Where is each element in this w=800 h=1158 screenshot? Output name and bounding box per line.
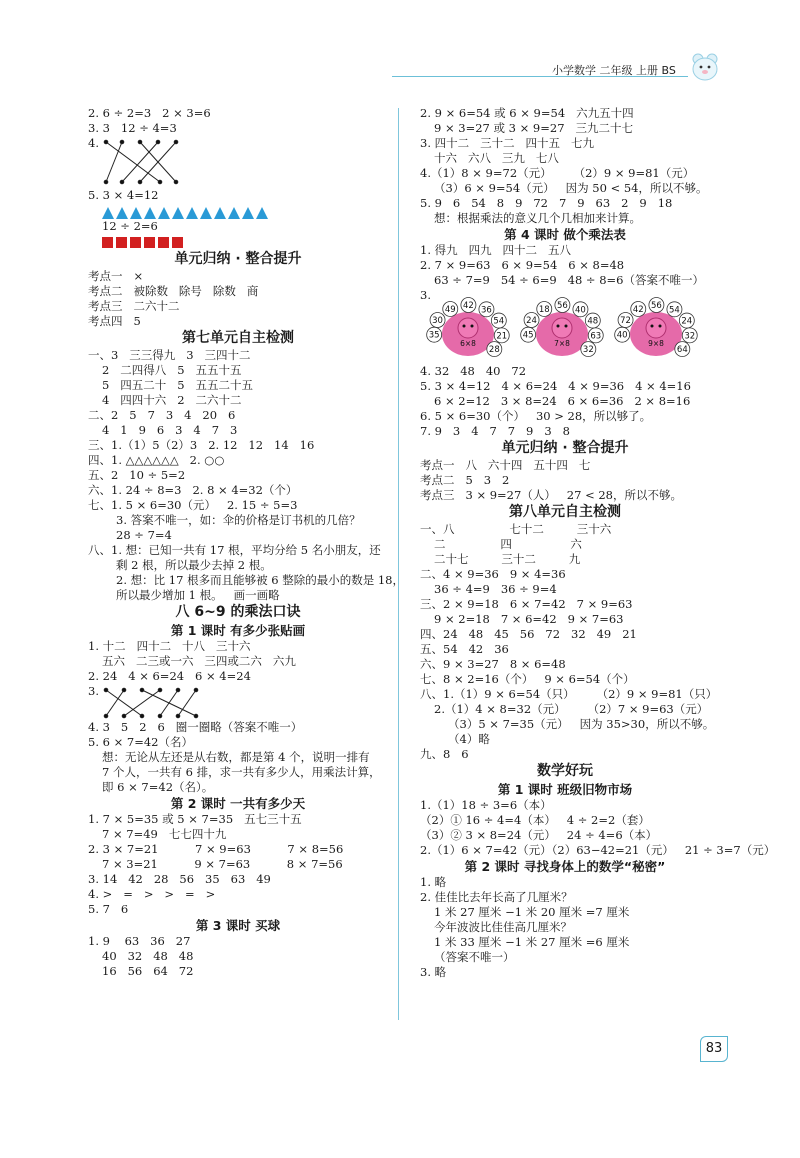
lesson-title: 第 1 课时 有多少张贴画 bbox=[170, 623, 306, 638]
feather-number: 28 bbox=[488, 345, 500, 356]
answer-line: 一、3 三三得九 3 三四十二 bbox=[88, 348, 251, 362]
triangle-icon bbox=[214, 207, 226, 219]
answer-line: （答案不唯一） bbox=[434, 950, 515, 964]
answer-line: 3. 答案不唯一，如：伞的价格是订书机的几倍？ bbox=[116, 513, 361, 527]
answer-line: 想：无论从左还是从右数，都是第 4 个，说明一排有 bbox=[102, 750, 370, 764]
answer-line: （3）5 × 7=35（元） 因为 35>30，所以不够。 bbox=[448, 717, 715, 731]
peacock bbox=[427, 298, 510, 357]
answer-line: 6. 5 × 6=30（个） 30 > 28，所以够了。 bbox=[420, 409, 652, 423]
answer-line: 2. 6 ÷ 2=3 2 × 3=6 bbox=[88, 106, 211, 120]
answer-line: 二十七 三十二 九 bbox=[434, 552, 581, 566]
section-title: 单元归纳 · 整合提升 bbox=[501, 440, 629, 456]
peacock bbox=[521, 298, 604, 357]
answer-line: 7 个人，一共有 6 排，求一共有多少人，用乘法计算， bbox=[102, 765, 381, 779]
square-icon bbox=[144, 237, 155, 248]
answer-line: 即 6 × 7=42（名）。 bbox=[102, 780, 214, 794]
right-column bbox=[420, 106, 776, 980]
answer-line: 三、2 × 9=18 6 × 7=42 7 × 9=63 bbox=[420, 597, 633, 611]
answer-line: 1.（1）18 ÷ 3=6（本） bbox=[420, 798, 552, 812]
answer-line: 16 56 64 72 bbox=[102, 964, 194, 978]
answer-line: 1. 十二 四十二 十八 三十六 bbox=[88, 639, 251, 653]
answer-line: 想：根据乘法的意义几个几相加来计算。 bbox=[434, 211, 641, 225]
answer-line: 5. 7 6 bbox=[88, 902, 129, 916]
answer-line: 剩 2 根，所以最少去掉 2 根。 bbox=[116, 558, 272, 572]
answer-line: 八、1. 想：已知一共有 17 根，平均分给 5 名小朋友，还 bbox=[88, 543, 381, 557]
peacock bbox=[615, 298, 698, 357]
answer-line: 2. 3 × 7=21 7 × 9=63 7 × 8=56 bbox=[88, 842, 344, 856]
answer-line: 5. 6 × 7=42（名） bbox=[88, 735, 193, 749]
peacock-eye bbox=[557, 325, 560, 328]
answer-line: 1 米 33 厘米 −1 米 27 厘米 =6 厘米 bbox=[434, 935, 630, 949]
answer-line: 二 四 六 bbox=[434, 537, 582, 551]
square-icon bbox=[116, 237, 127, 248]
answer-line: 1. 7 × 5=35 或 5 × 7=35 五七三十五 bbox=[88, 812, 302, 826]
peacock-head bbox=[646, 318, 666, 338]
answer-line: 2. 想：比 17 根多而且能够被 6 整除的最小的数是 18， bbox=[116, 573, 404, 587]
triangle-icon bbox=[172, 207, 184, 219]
lesson-title: 第 3 课时 买球 bbox=[195, 918, 281, 933]
triangle-row bbox=[88, 203, 388, 219]
answer-line: 5. 3 × 4=12 4 × 6=24 4 × 9=36 4 × 4=16 bbox=[420, 379, 691, 393]
answer-line: 二、4 × 9=36 9 × 4=36 bbox=[420, 567, 566, 581]
answer-line: 5. 3 × 4=12 bbox=[88, 188, 159, 202]
answer-line: 4. > = > > = > bbox=[88, 887, 216, 901]
lesson-title: 第 1 课时 班级旧物市场 bbox=[497, 782, 633, 797]
answer-line: 2. 7 × 9=63 6 × 9=54 6 × 8=48 bbox=[420, 258, 625, 272]
answer-line: 六、9 × 3=27 8 × 6=48 bbox=[420, 657, 566, 671]
left-column bbox=[88, 106, 404, 979]
answer-line: 二、2 5 7 3 4 20 6 bbox=[88, 408, 236, 422]
answer-line: 3. 3 12 ÷ 4=3 bbox=[88, 121, 177, 135]
answer-line: 3. 四十二 三十二 四十五 七九 bbox=[420, 136, 595, 150]
feather-number: 30 bbox=[432, 315, 443, 326]
answer-line: 2.（1）6 × 7=42（元）（2）63−42=21（元） 21 ÷ 3=7（元） bbox=[420, 843, 776, 857]
triangle-icon bbox=[130, 207, 142, 219]
triangle-icon bbox=[200, 207, 212, 219]
peacock-eye bbox=[471, 325, 474, 328]
answer-line: 考点四 5 bbox=[88, 314, 141, 328]
square-icon bbox=[130, 237, 141, 248]
answer-line: 2. 9 × 6=54 或 6 × 9=54 六九五十四 bbox=[420, 106, 634, 120]
answer-line: 十六 六八 三九 七八 bbox=[434, 151, 559, 165]
feather-number: 24 bbox=[526, 315, 537, 326]
feather-number: 64 bbox=[676, 345, 688, 356]
answer-line: 1. 9 63 36 27 bbox=[88, 934, 191, 948]
feather-number: 56 bbox=[651, 301, 662, 312]
peacock-eye bbox=[565, 325, 568, 328]
triangle-icon bbox=[102, 207, 114, 219]
square-icon bbox=[158, 237, 169, 248]
answer-line: 1. 得九 四九 四十二 五八 bbox=[420, 243, 572, 257]
square-row bbox=[88, 234, 388, 250]
answer-line: （2）① 16 ÷ 4=4（本） 4 ÷ 2=2（套） bbox=[420, 813, 650, 827]
answer-line: 4 1 9 6 3 4 7 3 bbox=[102, 423, 238, 437]
section-title: 第八单元自主检测 bbox=[509, 504, 621, 520]
answer-line: 1. 略 bbox=[420, 875, 447, 889]
answer-line: 六、1. 24 ÷ 8=3 2. 8 × 4=32（个） bbox=[88, 483, 298, 497]
answer-line: 七、1. 5 × 6=30（元） 2. 15 ÷ 5=3 bbox=[88, 498, 298, 512]
matching-lines-diagram bbox=[102, 138, 182, 188]
lesson-title: 第 4 课时 做个乘法表 bbox=[504, 227, 626, 242]
feather-number: 32 bbox=[684, 331, 696, 342]
lesson-title: 第 2 课时 一共有多少天 bbox=[170, 796, 306, 811]
answer-line: 5 四五二十 5 五五二十五 bbox=[102, 378, 254, 392]
answer-line: 63 ÷ 7=9 54 ÷ 6=9 48 ÷ 8=6（答案不唯一） bbox=[434, 273, 704, 287]
answer-line: 考点一 × bbox=[88, 269, 144, 283]
answer-line: 考点三 3 × 9=27（人） 27 < 28，所以不够。 bbox=[420, 488, 682, 502]
peacock-eye bbox=[463, 325, 466, 328]
feather-number: 54 bbox=[669, 305, 680, 316]
peacock-head bbox=[458, 318, 478, 338]
feather-number: 49 bbox=[444, 304, 456, 315]
feather-number: 42 bbox=[463, 301, 474, 312]
triangle-icon bbox=[256, 207, 268, 219]
answer-line: 考点三 二六十二 bbox=[88, 299, 180, 313]
answer-line: 八、1.（1）9 × 6=54（只） （2）9 × 9=81（只） bbox=[420, 687, 718, 701]
peacock-multiplication-figure bbox=[420, 288, 705, 364]
header-title: 小学数学 二年级 上册 BS bbox=[552, 64, 676, 77]
answer-line: 四、24 48 45 56 72 32 49 21 bbox=[420, 627, 637, 641]
feather-number: 54 bbox=[493, 316, 505, 327]
column-divider bbox=[398, 108, 399, 1020]
feather-number: 36 bbox=[481, 305, 492, 316]
answer-line: 4 四四十六 2 二六十二 bbox=[102, 393, 242, 407]
answer-line: 9 × 3=27 或 3 × 9=27 三九二十七 bbox=[434, 121, 633, 135]
answer-line: 3. 14 42 28 56 35 63 49 bbox=[88, 872, 271, 886]
answer-line: 2. 佳佳比去年长高了几厘米？ bbox=[420, 890, 573, 904]
answer-line: 4. bbox=[88, 136, 99, 150]
section-title: 数学好玩 bbox=[537, 763, 593, 779]
answer-line: 3. 略 bbox=[420, 965, 447, 979]
lesson-title: 第 2 课时 寻找身体上的数学“秘密” bbox=[464, 859, 666, 874]
peacock-eye bbox=[659, 325, 662, 328]
feather-number: 32 bbox=[582, 345, 594, 356]
answer-line: （3）6 × 9=54（元） 因为 50 < 54，所以不够。 bbox=[434, 181, 708, 195]
answer-line: 九、8 6 bbox=[420, 747, 469, 761]
answer-line: 7 × 3=21 9 × 7=63 8 × 7=56 bbox=[102, 857, 343, 871]
answer-line: 6 × 2=12 3 × 8=24 6 × 6=36 2 × 8=16 bbox=[434, 394, 691, 408]
triangle-icon bbox=[242, 207, 254, 219]
triangle-icon bbox=[158, 207, 170, 219]
answer-line: 4.（1）8 × 9=72（元） （2）9 × 9=81（元） bbox=[420, 166, 695, 180]
square-icon bbox=[172, 237, 183, 248]
feather-number: 24 bbox=[681, 316, 693, 327]
triangle-icon bbox=[228, 207, 240, 219]
answer-line: 1 米 27 厘米 −1 米 20 厘米 =7 厘米 bbox=[434, 905, 630, 919]
answer-line: 四、1. △△△△△△ 2. ○○ bbox=[88, 453, 225, 467]
answer-line: 4. 3 5 2 6 圈一圈略（答案不唯一） bbox=[88, 720, 303, 734]
answer-line: 考点二 5 3 2 bbox=[420, 473, 510, 487]
answer-line: 5. 9 6 54 8 9 72 7 9 63 2 9 18 bbox=[420, 196, 673, 210]
peacock-head bbox=[552, 318, 572, 338]
answer-line: 4. 32 48 40 72 bbox=[420, 364, 527, 378]
feather-number: 21 bbox=[496, 331, 508, 342]
feather-number: 48 bbox=[587, 316, 599, 327]
matching-lines-diagram bbox=[102, 686, 212, 720]
feather-number: 40 bbox=[575, 305, 586, 316]
answer-line: 五六 二三或一六 三四或二六 六九 bbox=[102, 654, 296, 668]
page-number: 83 bbox=[700, 1036, 728, 1062]
answer-line: 七、8 × 2=16（个） 9 × 6=54（个） bbox=[420, 672, 635, 686]
answer-line: 3. bbox=[88, 684, 99, 698]
answer-line: 考点二 被除数 除号 除数 商 bbox=[88, 284, 259, 298]
feather-number: 42 bbox=[632, 304, 644, 315]
answer-line: 2.（1）4 × 8=32（元） （2）7 × 9=63（元） bbox=[434, 702, 709, 716]
answer-line: 五、2 10 ÷ 5=2 bbox=[88, 468, 186, 482]
triangle-icon bbox=[186, 207, 198, 219]
answer-line: 3. bbox=[420, 288, 431, 302]
section-title: 八 6~9 的乘法口诀 bbox=[175, 604, 301, 620]
triangle-icon bbox=[144, 207, 156, 219]
answer-line: （4）略 bbox=[448, 732, 490, 746]
peacock-center-label: 9×8 bbox=[648, 339, 664, 348]
section-title: 第七单元自主检测 bbox=[182, 330, 294, 346]
triangle-icon bbox=[116, 207, 128, 219]
answer-line: 9 × 2=18 7 × 6=42 9 × 7=63 bbox=[434, 612, 624, 626]
answer-line: 考点一 八 六十四 五十四 七 bbox=[420, 458, 591, 472]
feather-number: 40 bbox=[616, 330, 628, 341]
feather-number: 35 bbox=[428, 330, 440, 341]
section-title: 单元归纳 · 整合提升 bbox=[174, 251, 302, 267]
feather-number: 18 bbox=[538, 304, 550, 315]
feather-number: 63 bbox=[590, 331, 602, 342]
answer-line: 2. 24 4 × 6=24 6 × 4=24 bbox=[88, 669, 251, 683]
feather-number: 72 bbox=[620, 315, 631, 326]
answer-line: 40 32 48 48 bbox=[102, 949, 194, 963]
answer-line: 一、八 七十二 三十六 bbox=[420, 522, 612, 536]
answer-line: 7 × 7=49 七七四十九 bbox=[102, 827, 227, 841]
answer-line: 36 ÷ 4=9 36 ÷ 9=4 bbox=[434, 582, 557, 596]
answer-line: 28 ÷ 7=4 bbox=[116, 528, 172, 542]
peacock-eye bbox=[651, 325, 654, 328]
answer-line: 今年波波比佳佳高几厘米？ bbox=[434, 920, 572, 934]
feather-number: 45 bbox=[522, 330, 534, 341]
peacock-center-label: 7×8 bbox=[554, 339, 570, 348]
answer-line: 7. 9 3 4 7 7 9 3 8 bbox=[420, 424, 570, 438]
bear-mascot-icon bbox=[690, 52, 720, 82]
answer-line: 三、1.（1）5（2）3 2. 12 12 14 16 bbox=[88, 438, 315, 452]
answer-line: 12 ÷ 2=6 bbox=[102, 219, 158, 233]
answer-line: 所以最少增加 1 根。 画一画略 bbox=[116, 588, 280, 602]
answer-line: （3）② 3 × 8=24（元） 24 ÷ 4=6（本） bbox=[420, 828, 658, 842]
peacock-center-label: 6×8 bbox=[460, 339, 476, 348]
answer-line: 五、54 42 36 bbox=[420, 642, 509, 656]
feather-number: 56 bbox=[557, 301, 568, 312]
square-icon bbox=[102, 237, 113, 248]
answer-line: 2 二四得八 5 五五十五 bbox=[102, 363, 242, 377]
